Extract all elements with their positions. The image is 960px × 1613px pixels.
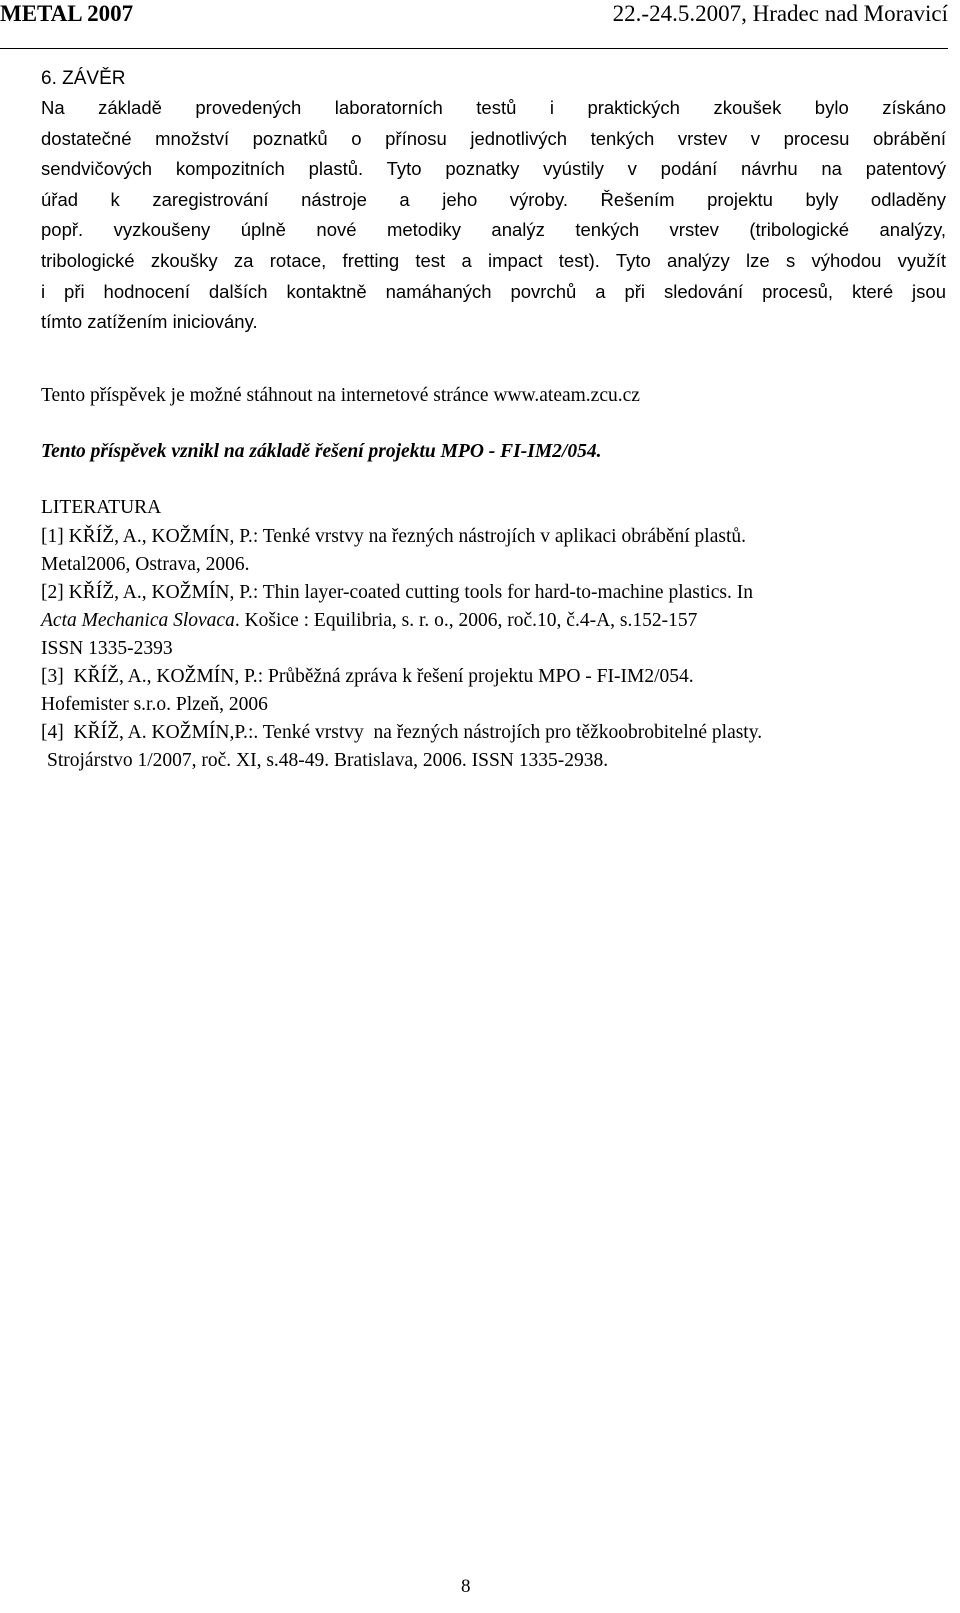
ref-text: : Thin layer-coated cutting tools for hard-to-machine plastics. In xyxy=(252,582,753,603)
reference-item xyxy=(41,579,941,663)
section-title: 6. ZÁVĚR xyxy=(41,68,126,89)
ref-text: : Tenké vrstvy na řezných nástrojích v aplikaci obrábění plastů. xyxy=(252,526,747,547)
paragraph-line: sendvičových kompozitních plastů. Tyto poznatky vyústily v podání návrhu na patentový xyxy=(41,158,946,180)
ref-authors: KŘÍŽ, A. KOŽMÍN,P. xyxy=(73,722,248,743)
ref-prefix: [3] xyxy=(41,666,74,687)
ref-text: ISSN 1335-2393 xyxy=(41,638,173,659)
conference-date-place: 22.-24.5.2007, Hradec nad Moravicí xyxy=(612,1,948,26)
paragraph-line: dostatečné množství poznatků o přínosu jednotlivých tenkých vrstev v procesu obrábění xyxy=(41,127,946,149)
project-note: Tento příspěvek vznikl na základě řešení projektu MPO - FI-IM2/054. xyxy=(41,441,602,462)
reference-item xyxy=(41,523,941,579)
conclusion-paragraph xyxy=(41,93,946,338)
ref-prefix: [2] xyxy=(41,582,69,603)
ref-authors: KŘÍŽ, A., KOŽMÍN, P. xyxy=(68,526,253,547)
paragraph-line: Na základě provedených laboratorních testů i praktických zkoušek bylo získáno xyxy=(41,97,946,118)
ref-prefix: [1] xyxy=(41,526,69,547)
reference-list xyxy=(41,523,941,775)
ref-prefix: [4] xyxy=(41,722,74,743)
paragraph-line: tribologické zkoušky za rotace, fretting test a impact test). Tyto analýzy lze s výhodou využít xyxy=(41,249,946,271)
ref-authors: KŘÍŽ, A., KOŽMÍN, P. xyxy=(73,666,258,687)
ref-text: :. Tenké vrstvy na řezných nástrojích pro těžkoobrobitelné plasty. xyxy=(247,722,763,743)
ref-text: Hofemister s.r.o. Plzeň, 2006 xyxy=(41,694,268,715)
paragraph-line: i při hodnocení dalších kontaktně namáhaných povrchů a při sledování procesů, které jsou xyxy=(41,280,946,302)
conclusion-section xyxy=(41,65,946,338)
literature-title: LITERATURA xyxy=(41,497,162,518)
ref-text: : Průběžná zpráva k řešení projektu MPO - FI-IM2/054. xyxy=(257,666,694,687)
paragraph-line: popř. vyzkoušeny úplně nové metodiky analýz tenkých vrstev (tribologické analýzy, xyxy=(41,219,946,241)
download-note: Tento příspěvek je možné stáhnout na internetové stránce www.ateam.zcu.cz xyxy=(41,385,640,406)
paragraph-line: tímto zatížením iniciovány. xyxy=(41,311,258,333)
conference-name: METAL 2007 xyxy=(0,1,134,26)
page-header xyxy=(0,0,948,49)
page-number: 8 xyxy=(461,1576,471,1597)
reference-item xyxy=(41,719,941,775)
reference-item xyxy=(41,663,941,719)
ref-text: Metal2006, Ostrava, 2006. xyxy=(41,554,250,575)
ref-text: Strojárstvo 1/2007, roč. XI, s.48-49. Bratislava, 2006. ISSN 1335-2938. xyxy=(47,750,609,771)
ref-authors: KŘÍŽ, A., KOŽMÍN, P. xyxy=(68,582,253,603)
ref-journal: Acta Mechanica Slovaca xyxy=(41,610,235,631)
ref-text: . Košice : Equilibria, s. r. o., 2006, roč.10, č.4-A, s.152-157 xyxy=(234,610,698,631)
paragraph-line: úřad k zaregistrování nástroje a jeho výroby. Řešením projektu byly odladěny xyxy=(41,188,946,210)
